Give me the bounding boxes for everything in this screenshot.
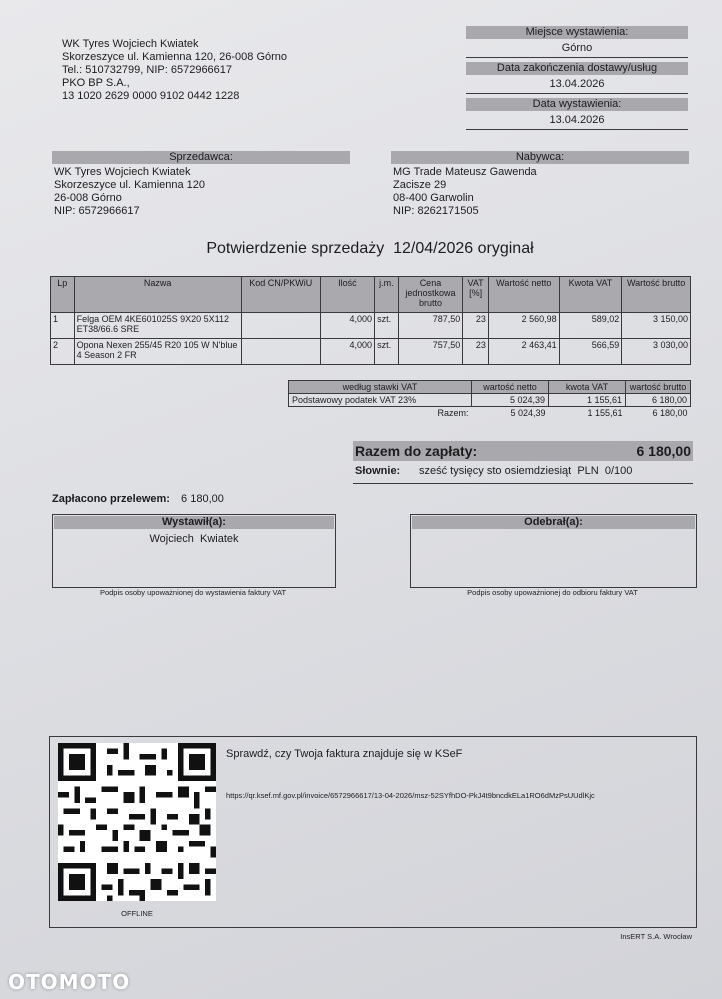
seller-street: Skorzeszyce ul. Kamienna 120 <box>54 179 206 191</box>
item-qty: 4,000 <box>320 339 374 365</box>
delivery-date-label: Data zakończenia dostawy/usług <box>466 62 688 75</box>
table-row <box>51 313 691 339</box>
meta-block <box>466 26 688 130</box>
place-label: Miejsce wystawienia: <box>466 26 688 39</box>
item-code <box>241 339 320 365</box>
seller-nip: NIP: 6572966617 <box>54 205 140 217</box>
otomoto-watermark: OTOMOTO <box>8 970 131 994</box>
item-price: 757,50 <box>398 339 463 365</box>
total-label: Razem do zapłaty: <box>355 443 478 459</box>
issuer-bank: PKO BP S.A., <box>62 77 130 89</box>
seller-label: Sprzedawca: <box>52 151 350 164</box>
total-words: sześć tysięcy sto osiemdziesiąt PLN 0/100 <box>419 465 633 477</box>
vat-row-vat: 1 155,61 <box>549 394 626 407</box>
total-bar <box>353 441 693 461</box>
seller-city: 26-008 Górno <box>54 192 122 204</box>
issued-signature-box <box>52 514 336 588</box>
seller-block <box>52 151 350 218</box>
item-vat: 23 <box>463 339 489 365</box>
item-lp: 1 <box>51 313 75 339</box>
item-gross: 3 030,00 <box>622 339 691 365</box>
document-title: Potwierdzenie sprzedaży 12/04/2026 oryginał <box>206 240 534 257</box>
issued-name: Wojciech Kwiatek <box>149 533 239 545</box>
received-caption: Podpis osoby upoważnionej do odbioru faktury VAT <box>467 588 638 597</box>
received-signature-box <box>410 514 697 588</box>
buyer-block <box>391 151 689 218</box>
place-value: Górno <box>466 39 688 58</box>
issuer-account: 13 1020 2629 0000 9102 0442 1228 <box>62 90 240 102</box>
item-price: 787,50 <box>398 313 463 339</box>
col-unit: j.m. <box>375 277 399 313</box>
issuer-contact: Tel.: 510732799, NIP: 6572966617 <box>62 64 233 76</box>
ksef-box <box>49 736 697 928</box>
vat-row-gross: 6 180,00 <box>626 394 691 407</box>
issuer-block <box>62 38 362 103</box>
col-vat: VAT [%] <box>463 277 489 313</box>
seller-name: WK Tyres Wojciech Kwiatek <box>54 166 191 178</box>
issuer-address: Skorzeszyce ul. Kamienna 120, 26-008 Górno <box>62 51 288 63</box>
total-value: 6 180,00 <box>636 443 691 459</box>
buyer-street: Zacisze 29 <box>393 179 447 191</box>
buyer-nip: NIP: 8262171505 <box>393 205 479 217</box>
col-gross: Wartość brutto <box>622 277 691 313</box>
item-unit: szt. <box>375 313 399 339</box>
vat-total-net: 5 024,39 <box>510 408 546 418</box>
vat-total-gross: 6 180,00 <box>652 408 688 418</box>
items-header-row <box>51 277 691 313</box>
items-table <box>50 276 691 365</box>
table-row <box>51 339 691 365</box>
qr-code-icon <box>58 743 216 901</box>
item-name: Opona Nexen 255/45 R20 105 W N'blue 4 Season 2 FR <box>74 339 241 365</box>
vat-col-vat: kwota VAT <box>549 381 626 394</box>
delivery-date-value: 13.04.2026 <box>466 75 688 94</box>
item-vat: 23 <box>463 313 489 339</box>
issuer-name: WK Tyres Wojciech Kwiatek <box>62 38 199 50</box>
item-qty: 4,000 <box>320 313 374 339</box>
vat-col-rate: według stawki VAT <box>289 381 472 394</box>
vat-col-gross: wartość brutto <box>626 381 691 394</box>
col-code: Kod CN/PKWiU <box>241 277 320 313</box>
issued-caption: Podpis osoby upoważnionej do wystawienia faktury VAT <box>99 588 287 597</box>
vat-header-row <box>289 381 691 394</box>
vat-summary-table <box>288 380 691 419</box>
col-price: Cena jednostkowa brutto <box>398 277 463 313</box>
item-code <box>241 313 320 339</box>
received-label: Odebrał(a): <box>412 516 695 529</box>
col-qty: Ilość <box>320 277 374 313</box>
vat-total-row <box>289 407 691 420</box>
vat-col-net: wartość netto <box>472 381 549 394</box>
item-unit: szt. <box>375 339 399 365</box>
item-lp: 2 <box>51 339 75 365</box>
issue-date-value: 13.04.2026 <box>466 111 688 130</box>
qr-offline-label: OFFLINE <box>121 909 153 918</box>
paid-label: Zapłacono przelewem: <box>52 493 170 505</box>
vat-row-label: Podstawowy podatek VAT 23% <box>289 394 472 407</box>
item-net: 2 463,41 <box>488 339 559 365</box>
buyer-label: Nabywca: <box>391 151 689 164</box>
paid-value: 6 180,00 <box>181 493 224 505</box>
ksef-title: Sprawdź, czy Twoja faktura znajduje się w KSeF <box>226 748 463 760</box>
paid-row <box>52 493 224 505</box>
vat-row-net: 5 024,39 <box>472 394 549 407</box>
ksef-url[interactable]: https://qr.ksef.mf.gov.pl/invoice/6572966617/13-04-2026/msz-52SYfhDO-PkJ4t9bncdkELa1RO6dMzPsUUdlKjc <box>226 791 595 800</box>
item-gross: 3 150,00 <box>622 313 691 339</box>
software-footer: InsERT S.A. Wrocław <box>620 932 692 941</box>
item-vat-amount: 589,02 <box>559 313 622 339</box>
vat-row <box>289 394 691 407</box>
vat-total-vat: 1 155,61 <box>587 408 623 418</box>
item-vat-amount: 566,59 <box>559 339 622 365</box>
col-net: Wartość netto <box>488 277 559 313</box>
vat-total-label: Razem: <box>437 408 469 418</box>
col-vat-amount: Kwota VAT <box>559 277 622 313</box>
col-lp: Lp <box>51 277 75 313</box>
item-net: 2 560,98 <box>488 313 559 339</box>
issued-label: Wystawił(a): <box>54 516 334 529</box>
total-block <box>353 441 693 484</box>
total-words-row <box>353 461 693 484</box>
total-words-label: Słownie: <box>355 465 401 477</box>
buyer-city: 08-400 Garwolin <box>393 192 474 204</box>
buyer-name: MG Trade Mateusz Gawenda <box>393 166 537 178</box>
col-name: Nazwa <box>74 277 241 313</box>
item-name: Felga OEM 4KE601025S 9X20 5X112 ET38/66.6 SRE <box>74 313 241 339</box>
issue-date-label: Data wystawienia: <box>466 98 688 111</box>
